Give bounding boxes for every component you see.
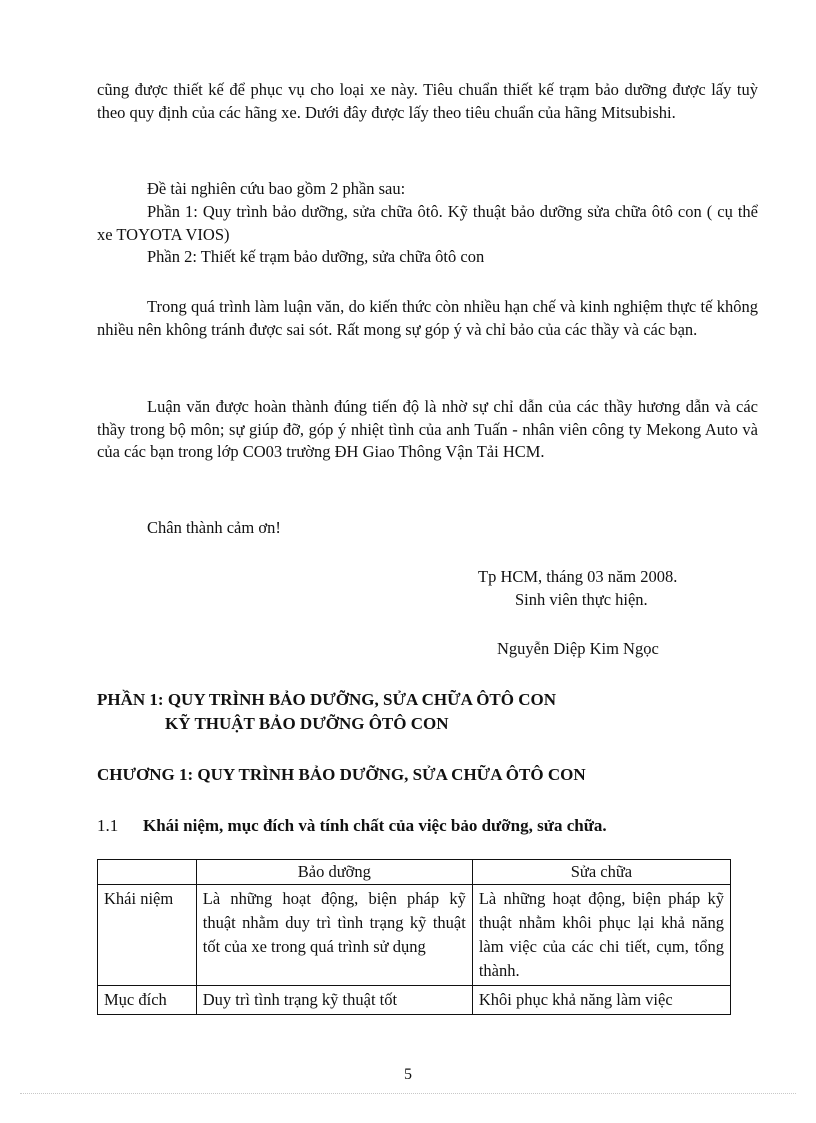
section-title: Khái niệm, mục đích và tính chất của việc bảo dưỡng, sửa chữa. [143,816,607,835]
part-heading-line2: KỸ THUẬT BẢO DƯỠNG ÔTÔ CON [165,714,449,733]
table-row [98,885,731,986]
part-heading-line1: PHẦN 1: QUY TRÌNH BẢO DƯỠNG, SỬA CHỮA ÔTÔ CON [97,690,557,709]
repair-concept-cell: Là những hoạt động, biện pháp kỹ thuật nhằm khôi phục lại khả năng làm việc của các chi tiết, cụm, tổng thành. [472,885,730,986]
signature-place-date: Tp HCM, tháng 03 năm 2008. [478,567,678,586]
signature-name: Nguyễn Diệp Kim Ngọc [497,639,659,658]
thanks-paragraph: Chân thành cảm ơn! [147,518,281,537]
part1-paragraph: Phần 1: Quy trình bảo dưỡng, sửa chữa ôtô. Kỹ thuật bảo dưỡng sửa chữa ôtô con ( cụ thể xe TOYOTA VIOS) [97,202,758,244]
comparison-table [97,859,731,1015]
table-row [98,986,731,1015]
part2-paragraph: Phần 2: Thiết kế trạm bảo dưỡng, sửa chữa ôtô con [147,247,485,266]
table-header-row [98,860,731,885]
repair-purpose-cell: Khôi phục khả năng làm việc [472,986,730,1015]
maintenance-purpose-cell: Duy trì tình trạng kỹ thuật tốt [196,986,472,1015]
page-footer-divider [20,1093,796,1094]
section-number: 1.1 [97,816,119,835]
research-intro-paragraph: Đề tài nghiên cứu bao gồm 2 phần sau: [147,179,406,198]
table-header-repair: Sửa chữa [472,860,730,885]
signature-role: Sinh viên thực hiện. [515,590,648,609]
table-header-maintenance: Bảo dưỡng [196,860,472,885]
maintenance-concept-cell: Là những hoạt động, biện pháp kỹ thuật nhằm duy trì tình trạng kỹ thuật tốt của xe trong quá trình sử dụng [196,885,472,986]
table-header-empty [98,860,197,885]
page-number: 5 [404,1066,412,1083]
acknowledgement-paragraph: Luận văn được hoàn thành đúng tiến độ là nhờ sự chỉ dẫn của các thầy hương dẫn và các thầy trong bộ môn; sự giúp đỡ, góp ý nhiệt tình của anh Tuấn - nhân viên công ty Mekong Auto và của các bạn trong lớp CO03 trường ĐH Giao Thông Vận Tải HCM. [97,397,758,461]
row-label-concept: Khái niệm [98,885,197,986]
row-label-purpose: Mục đích [98,986,197,1015]
intro-paragraph: cũng được thiết kế để phục vụ cho loại xe này. Tiêu chuẩn thiết kế trạm bảo dưỡng được lấy tuỳ theo quy định của các hãng xe. Dưới đây được lấy theo tiêu chuẩn của hãng Mitsubishi. [97,80,758,122]
chapter-heading: CHƯƠNG 1: QUY TRÌNH BẢO DƯỠNG, SỬA CHỮA ÔTÔ CON [97,765,586,784]
limitations-paragraph: Trong quá trình làm luận văn, do kiến thức còn nhiều hạn chế và kinh nghiệm thực tế không nhiều nên không tránh được sai sót. Rất mong sự góp ý và chỉ bảo của các thầy và các bạn. [97,297,758,339]
